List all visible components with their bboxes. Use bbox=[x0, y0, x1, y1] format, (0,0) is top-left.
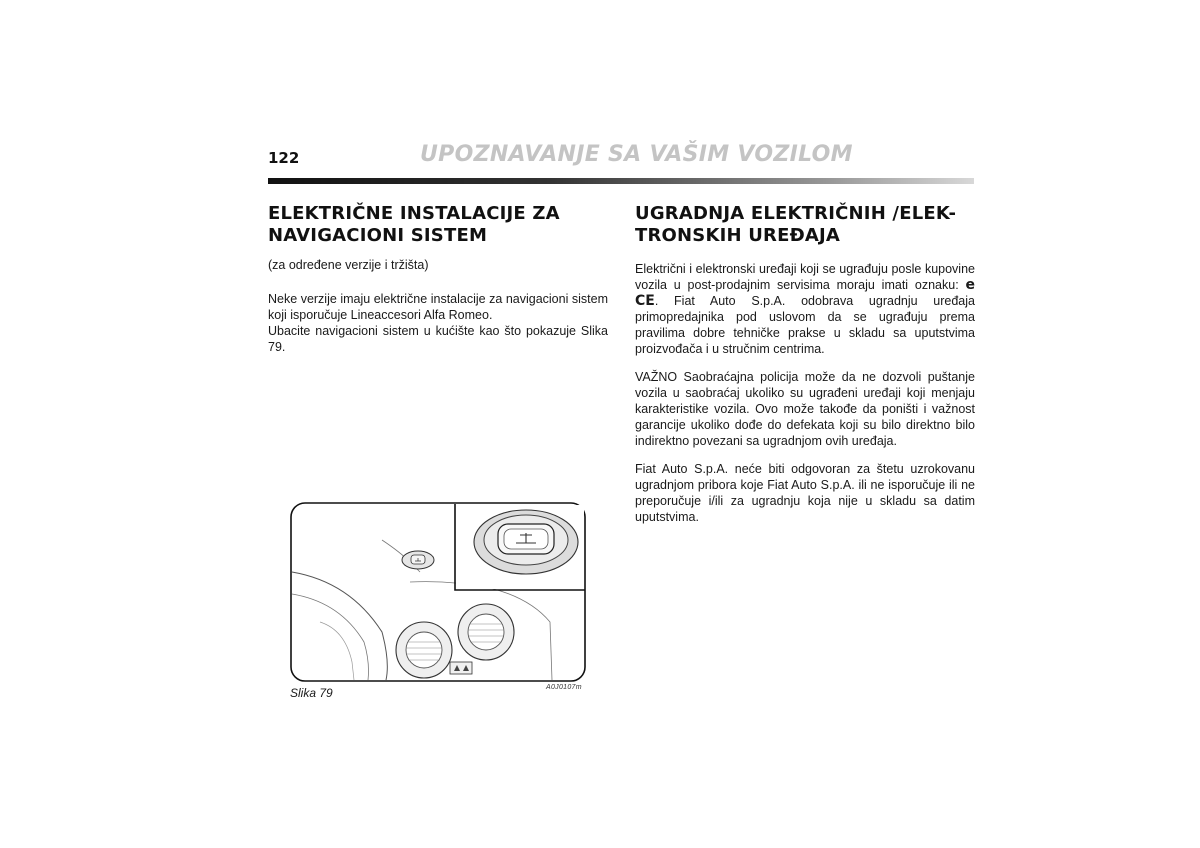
right-paragraph-3: Fiat Auto S.p.A. neće biti odgovoran za štetu uzrokovanu ugradnjom pribora koje Fiat Auto S.p.A. ili ne isporučuje ili ne preporučuje i/ili za ugradnju koja nije u skladu sa datim uputstvima. bbox=[635, 462, 975, 524]
left-column bbox=[268, 203, 608, 367]
right-paragraph-1b: . Fiat Auto S.p.A. odobrava ugradnju uređaja primopredajnika pod uslovom da se ugrađuju prema pravilima dobre tehničke prakse u skladu sa uputstvima proizvođača i u stručnim centrima. bbox=[635, 294, 975, 356]
figure-caption: Slika 79 bbox=[290, 686, 333, 700]
right-paragraph-1 bbox=[635, 261, 975, 357]
left-title-line-1: ELEKTRIČNE INSTALACIJE ZA bbox=[268, 203, 560, 224]
ce-mark: e CE bbox=[635, 277, 975, 309]
left-title-line-2: NAVIGACIONI SISTEM bbox=[268, 225, 488, 246]
right-title-line-2: TRONSKIH UREĐAJA bbox=[635, 225, 841, 246]
figure-code: A0J0107m bbox=[546, 684, 582, 691]
right-column bbox=[635, 203, 975, 537]
left-paragraph-1: Neke verzije imaju električne instalacije za navigacioni sistem koji isporučuje Lineaccesori Alfa Romeo. bbox=[268, 292, 608, 322]
right-section-title bbox=[635, 203, 975, 247]
page-header: UPOZNAVANJE SA VAŠIM VOZILOM bbox=[420, 142, 853, 167]
right-title-line-1: UGRADNJA ELEKTRIČNIH /ELEK- bbox=[635, 203, 957, 224]
left-section-title bbox=[268, 203, 608, 247]
left-subtitle: (za određene verzije i tržišta) bbox=[268, 258, 429, 272]
page-number: 122 bbox=[268, 149, 300, 167]
left-paragraph-2: Ubacite navigacioni sistem u kućište kao što pokazuje Slika 79. bbox=[268, 324, 608, 354]
right-paragraph-1a: Električni i elektronski uređaji koji se ugrađuju posle kupovine vozila u post-prodajnim servisima moraju imati oznaku: bbox=[635, 262, 975, 292]
right-paragraph-2: VAŽNO Saobraćajna policija može da ne dozvoli puštanje vozila u saobraćaj ukoliko su ugrađeni uređaji koji menjaju karakteristike vozila. Ovo može takođe da poništi i važnost garancije ukoliko dođe do defekata koji su bilo direktno bilo indirektno povezani sa ugradnjom ovih uređaja. bbox=[635, 370, 975, 448]
header-rule bbox=[268, 178, 974, 184]
figure-illustration bbox=[290, 502, 586, 682]
